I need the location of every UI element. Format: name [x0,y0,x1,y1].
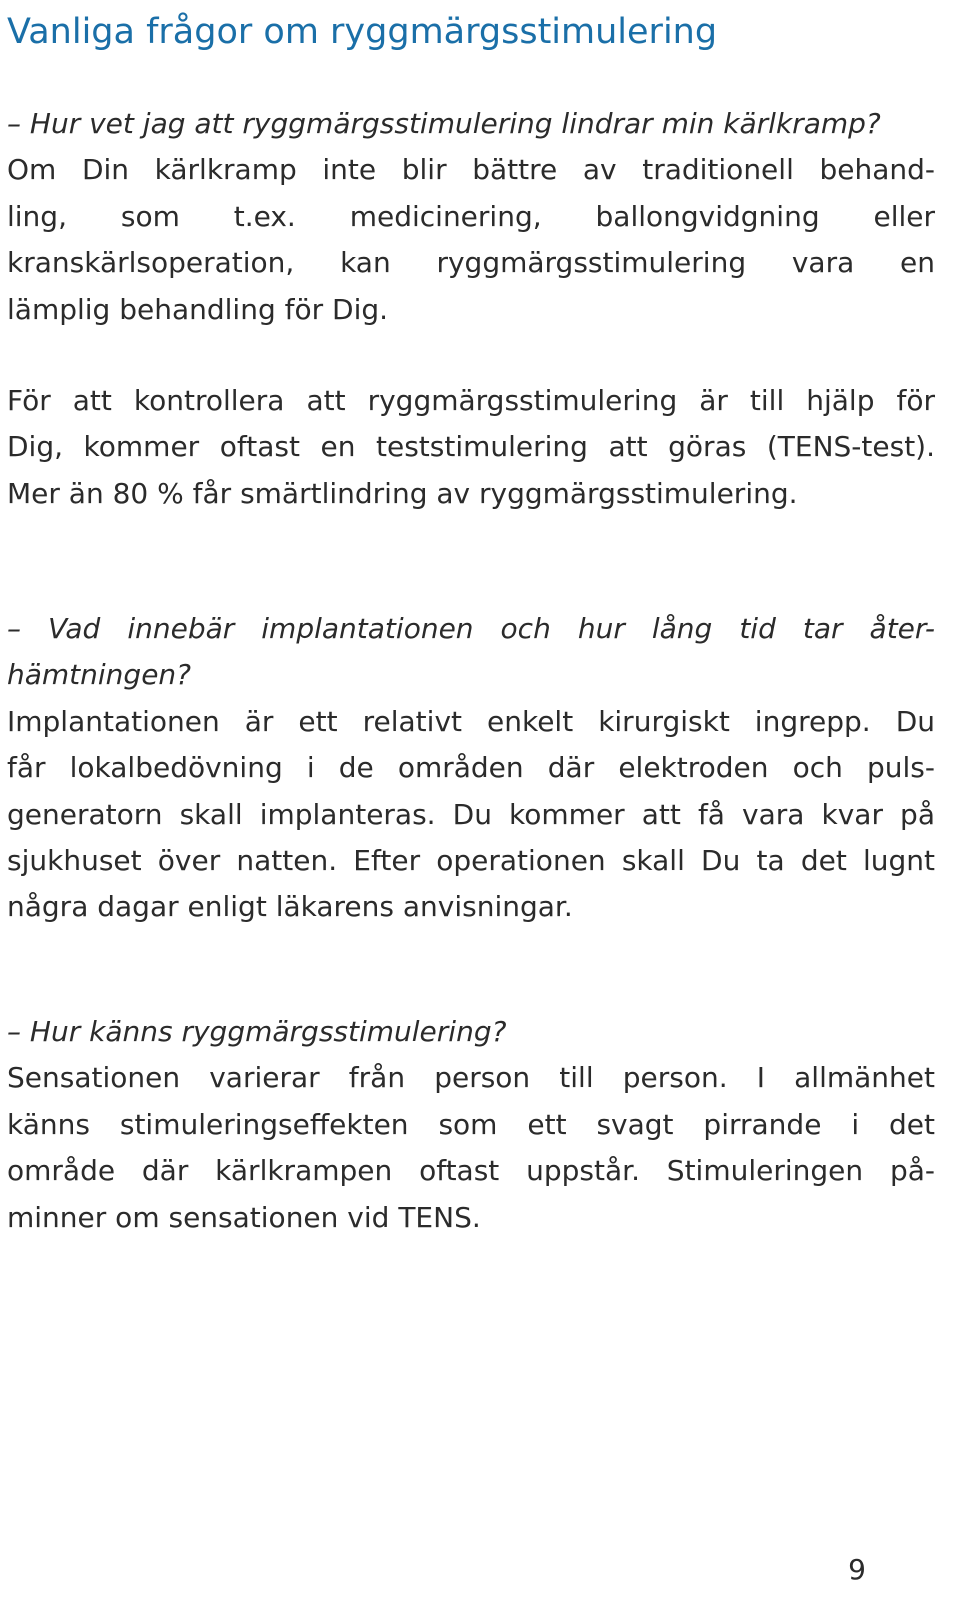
faq-answer-1b-line: Dig, kommer oftast en teststimulering att göras (TENS-test). [7,430,935,464]
faq-answer-2-line: generatorn skall implanteras. Du kommer att få vara kvar på [7,797,935,831]
faq-question-2-line: – Vad innebär implantationen och hur lång tid tar åter- [7,612,935,645]
faq-section-1 [7,101,935,333]
faq-answer-2-line: sjukhuset över natten. Efter operationen skall Du ta det lugnt [7,843,935,877]
faq-answer-2-line: får lokalbedövning i de områden där elektroden och puls- [7,751,935,785]
faq-answer-1-line: ling, som t.ex. medicinering, ballongvidgning eller [7,199,935,233]
faq-section-3 [7,1009,935,1241]
faq-answer-3-line: minner om sensationen vid TENS. [7,1200,481,1234]
faq-answer-1-line: lämplig behandling för Dig. [7,292,389,326]
faq-question-1: – Hur vet jag att ryggmärgsstimulering lindrar min kärlkramp? [7,107,881,140]
faq-answer-1b-line: Mer än 80 % får smärtlindring av ryggmärgsstimulering. [7,476,798,510]
faq-section-1-paragraph-2 [7,378,935,517]
faq-question-3: – Hur känns ryggmärgsstimulering? [7,1015,507,1048]
faq-answer-2-line: några dagar enligt läkarens anvisningar. [7,890,573,924]
page-title: Vanliga frågor om ryggmärgsstimulering [7,12,718,52]
page-number: 9 [848,1553,866,1586]
faq-answer-3-line: Sensationen varierar från person till person. I allmänhet [7,1061,935,1095]
faq-answer-1b-line: För att kontrollera att ryggmärgsstimulering är till hjälp för [7,384,935,417]
faq-answer-3-line: känns stimuleringseffekten som ett svagt pirrande i det [7,1107,935,1141]
faq-answer-3-line: område där kärlkrampen oftast uppstår. Stimuleringen på- [7,1154,935,1188]
faq-answer-1-line: Om Din kärlkramp inte blir bättre av traditionell behand- [7,153,935,187]
faq-question-2-line: hämtningen? [7,658,192,692]
faq-section-2 [7,606,935,931]
faq-answer-2-line: Implantationen är ett relativt enkelt kirurgiskt ingrepp. Du [7,704,935,738]
faq-answer-1-line: kranskärlsoperation, kan ryggmärgsstimulering vara en [7,246,935,280]
